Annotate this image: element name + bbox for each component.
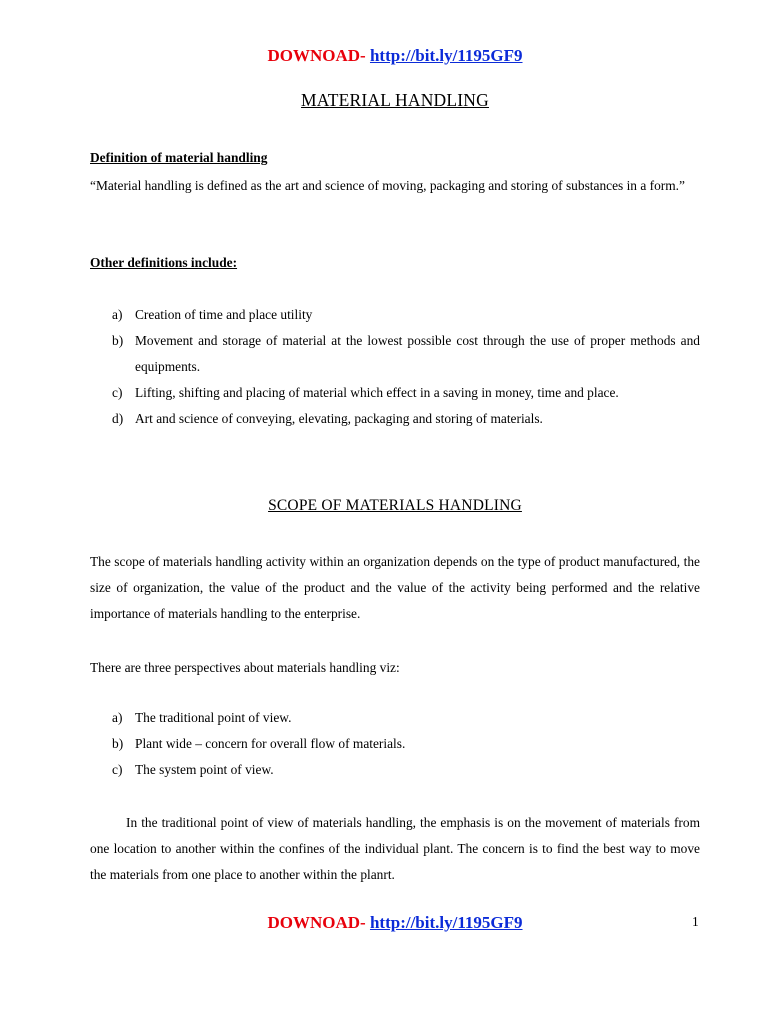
list-marker: a) [112,710,123,725]
list-item [90,328,700,380]
list-marker: b) [112,333,124,348]
list-item-text: The system point of view. [135,762,274,777]
download-link[interactable]: http://bit.ly/1195GF9 [369,46,523,65]
scope-heading: SCOPE OF MATERIALS HANDLING [268,497,522,514]
list-item [90,757,700,783]
definition-heading: Definition of material handling [90,150,268,165]
other-definitions-heading: Other definitions include: [90,255,238,270]
list-item-text: Movement and storage of material at the lowest possible cost through the use of proper methods and equipments. [135,333,700,374]
download-link[interactable]: http://bit.ly/1195GF9 [369,913,523,932]
list-marker: d) [112,411,124,426]
list-item [90,406,700,432]
download-dash: - [360,913,366,932]
perspectives-list [90,705,700,783]
scope-paragraph-1: The scope of materials handling activity within an organization depends on the type of product manufactured, the size of organization, the value of the product and the value of the activity being performed and the relative importance of materials handling to the enterprise. [90,554,700,621]
scope-paragraph-2: There are three perspectives about materials handling viz: [90,660,400,675]
definition-text: “Material handling is defined as the art and science of moving, packaging and storing of substances in a form.” [90,178,685,193]
page-number: 1 [692,914,699,929]
other-definitions-list [90,302,700,432]
download-label: DOWNOAD [267,913,361,932]
scope-paragraph-3: In the traditional point of view of materials handling, the emphasis is on the movement of materials from one location to another within the confines of the individual plant. The concern is to find the best way to move the materials from one place to another within the planrt. [90,815,700,882]
list-marker: c) [112,385,123,400]
list-item-text: Plant wide – concern for overall flow of materials. [135,736,406,751]
list-item-text: Art and science of conveying, elevating, packaging and storing of materials. [135,411,543,426]
download-banner-bottom [0,913,768,933]
list-item [90,705,700,731]
download-label: DOWNOAD [267,46,361,65]
list-item [90,731,700,757]
list-item-text: The traditional point of view. [135,710,292,725]
list-item-text: Creation of time and place utility [135,307,313,322]
page-title: MATERIAL HANDLING [301,90,489,110]
list-marker: a) [112,307,123,322]
list-marker: b) [112,736,124,751]
list-item [90,380,700,406]
download-dash: - [360,46,366,65]
download-banner-top [0,46,768,66]
list-item [90,302,700,328]
list-marker: c) [112,762,123,777]
list-item-text: Lifting, shifting and placing of material which effect in a saving in money, time and place. [135,385,619,400]
